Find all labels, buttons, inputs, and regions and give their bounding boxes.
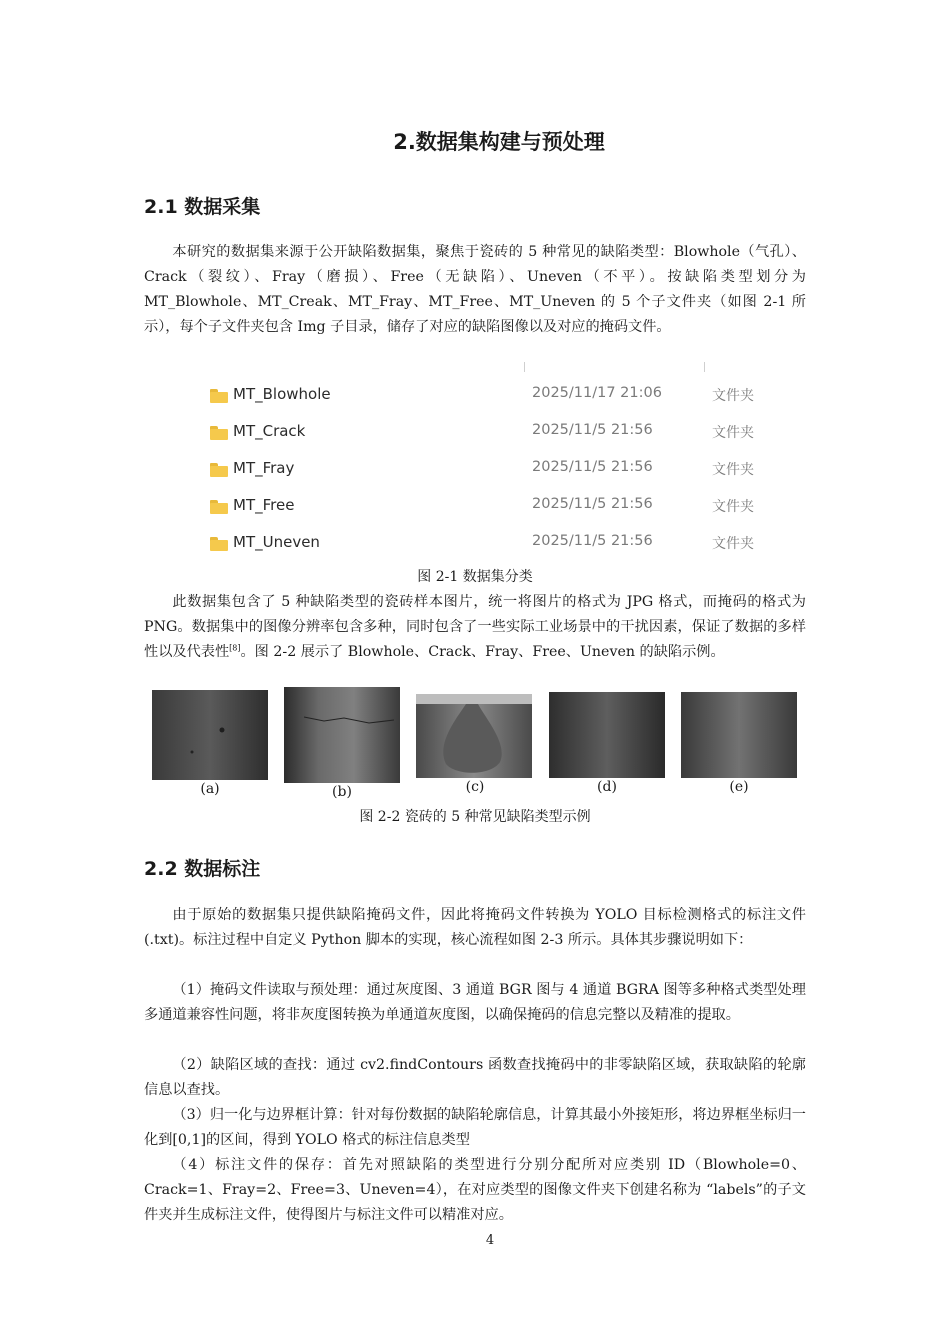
paragraph-annotation-intro: 由于原始的数据集只提供缺陷掩码文件，因此将掩码文件转换为 YOLO 目标检测格式的标注文件(.txt)。标注过程中自定义 Python 脚本的实现，核心流程如图 2-3 所示。具体其步骤说明如下： — [144, 907, 806, 948]
folder-icon — [210, 500, 228, 514]
column-separator — [524, 362, 525, 372]
folder-row[interactable] — [200, 379, 800, 416]
folder-row[interactable] — [200, 490, 800, 527]
sub-label-b: (b) — [332, 784, 352, 800]
paragraph-step-4: （4）标注文件的保存：首先对照缺陷的类型进行分别分配所对应类别 ID（Blowhole=0、Crack=1、Fray=2、Free=3、Uneven=4），在对应类型的图像文件夹下创建名称为 “labels”的子文件夹并生成标注文件，使得图片与标注文件可以精准对应。 — [144, 1157, 806, 1223]
heading-2-2: 2.2 数据标注 — [144, 858, 261, 880]
column-separator — [704, 362, 705, 372]
defect-image-uneven — [681, 692, 797, 778]
folder-icon — [210, 537, 228, 551]
section-title: 2.数据集构建与预处理 — [393, 130, 605, 154]
folder-type: 文件夹 — [712, 425, 754, 441]
folder-name: MT_Fray — [233, 459, 295, 477]
sub-label-e: (e) — [729, 779, 749, 795]
defect-image-crack — [284, 687, 400, 783]
folder-type: 文件夹 — [712, 499, 754, 515]
figure-2-2-caption: 图 2-2 瓷砖的 5 种常见缺陷类型示例 — [359, 809, 591, 825]
sub-label-a: (a) — [200, 781, 220, 797]
folder-date: 2025/11/5 21:56 — [532, 496, 653, 512]
folder-row[interactable] — [200, 453, 800, 490]
folder-listing-figure — [200, 360, 800, 560]
folder-name: MT_Crack — [233, 422, 306, 440]
defect-image-blowhole — [152, 690, 268, 780]
page-number: 4 — [485, 1233, 495, 1248]
folder-date: 2025/11/5 21:56 — [532, 422, 653, 438]
folder-date: 2025/11/5 21:56 — [532, 533, 653, 549]
folder-name: MT_Uneven — [233, 533, 320, 551]
folder-type: 文件夹 — [712, 462, 754, 478]
paragraph-step-2: （2）缺陷区域的查找：通过 cv2.findContours 函数查找掩码中的非零缺陷区域，获取缺陷的轮廓信息以查找。 — [144, 1057, 806, 1098]
folder-row[interactable] — [200, 527, 800, 564]
sub-label-c: (c) — [465, 779, 485, 795]
defect-image-free — [549, 692, 665, 778]
figure-2-1-caption: 图 2-1 数据集分类 — [417, 569, 533, 585]
folder-type: 文件夹 — [712, 536, 754, 552]
folder-icon — [210, 426, 228, 440]
paragraph-dataset-description: 此数据集包含了 5 种缺陷类型的瓷砖样本图片，统一将图片的格式为 JPG 格式，而掩码的格式为 PNG。数据集中的图像分辨率包含多种，同时包含了一些实际工业场景中的干扰因素，保证了数据的多样性以及代表性[8]。图 2-2 展示了 Blowhole、Crack、Fray、Free、Uneven 的缺陷示例。 — [144, 594, 806, 660]
sub-label-d: (d) — [597, 779, 617, 795]
heading-2-1: 2.1 数据采集 — [144, 196, 261, 218]
folder-date: 2025/11/5 21:56 — [532, 459, 653, 475]
folder-icon — [210, 389, 228, 403]
folder-row[interactable] — [200, 416, 800, 453]
folder-icon — [210, 463, 228, 477]
folder-name: MT_Blowhole — [233, 385, 331, 403]
folder-name: MT_Free — [233, 496, 295, 514]
folder-date: 2025/11/17 21:06 — [532, 385, 662, 401]
defect-image-fray — [416, 694, 532, 778]
paragraph-data-source: 本研究的数据集来源于公开缺陷数据集，聚焦于瓷砖的 5 种常见的缺陷类型：Blowhole（气孔）、Crack（裂纹）、Fray（磨损）、Free（无缺陷）、Uneven（不平）。按缺陷类型划分为 MT_Blowhole、MT_Creak、MT_Fray、MT_Free、MT_Uneven 的 5 个子文件夹（如图 2-1 所示），每个子文件夹包含 Img 子目录，储存了对应的缺陷图像以及对应的掩码文件。 — [144, 244, 806, 335]
paragraph-step-1: （1）掩码文件读取与预处理：通过灰度图、3 通道 BGR 图与 4 通道 BGRA 图等多种格式类型处理多通道兼容性问题，将非灰度图转换为单通道灰度图，以确保掩码的信息完整以及精准的提取。 — [144, 982, 806, 1023]
paragraph-step-3: （3）归一化与边界框计算：针对每份数据的缺陷轮廓信息，计算其最小外接矩形，将边界框坐标归一化到[0,1]的区间，得到 YOLO 格式的标注信息类型 — [144, 1107, 806, 1148]
folder-type: 文件夹 — [712, 388, 754, 404]
citation-ref[interactable]: [8] — [229, 643, 241, 653]
